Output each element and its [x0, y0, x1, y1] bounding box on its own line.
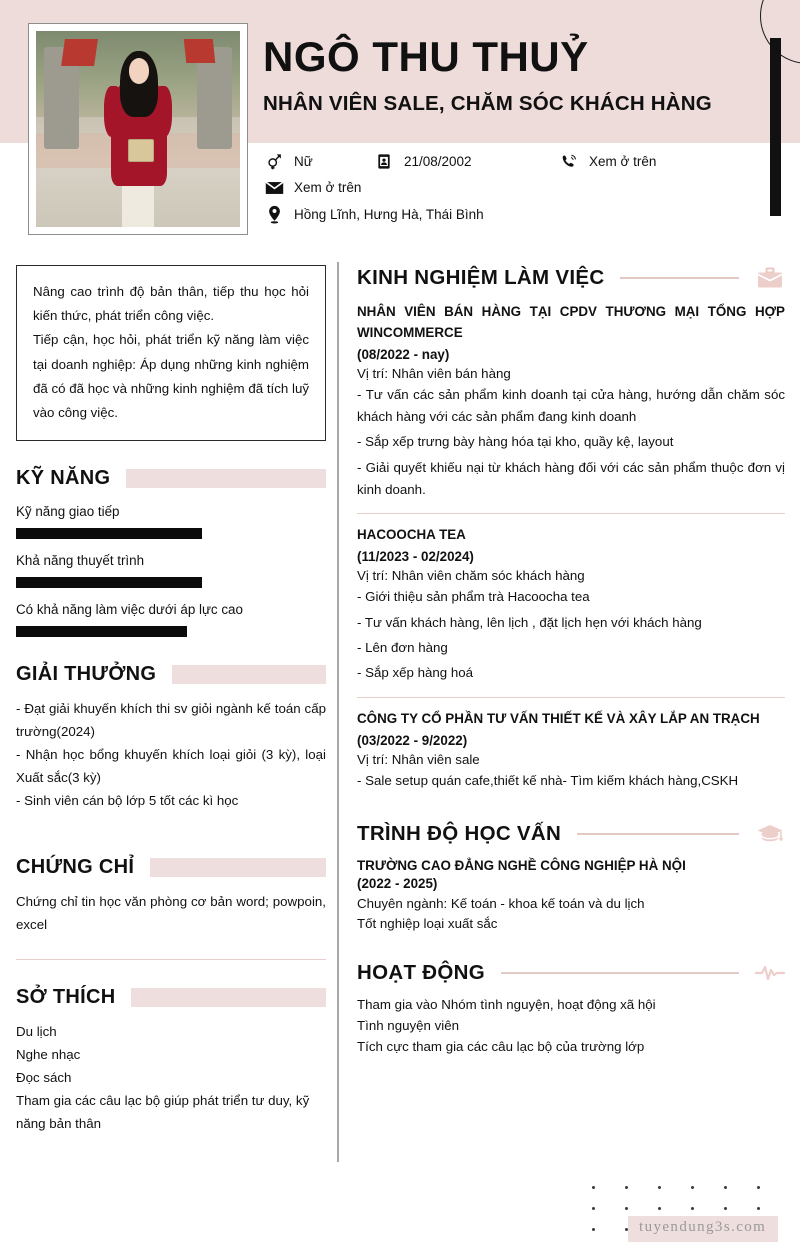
award-item: - Sinh viên cán bộ lớp 5 tốt các kì học	[16, 792, 239, 808]
education-line: Chuyên ngành: Kế toán - khoa kế toán và du lịch	[357, 895, 645, 911]
skill-bar-track	[16, 528, 326, 539]
section-experience	[357, 266, 785, 792]
photo-face	[129, 58, 149, 83]
spacer	[357, 935, 785, 961]
hobbies-heading-label: SỞ THÍCH	[16, 986, 116, 1009]
education-heading-label: TRÌNH ĐỘ HỌC VẤN	[357, 821, 562, 845]
education-date: (2022 - 2025)	[357, 875, 438, 891]
section-skills	[16, 467, 326, 637]
certificate-item: Chứng chỉ tin học văn phòng cơ bản word; powpoin, excel	[16, 894, 326, 933]
job-bullet: - Sắp xếp trưng bày hàng hóa tại kho, quầy kệ, layout	[357, 434, 674, 450]
skill-bar-fill	[16, 626, 187, 637]
objective-line-2: Tiếp cận, học hỏi, phát triển kỹ năng làm việc tại doanh nghiệp: Áp dụng những kinh nghiệm đã có đã học và những kinh nghiệm đã tích luỹ vào công việc.	[33, 332, 309, 420]
dob-value: 21/08/2002	[404, 154, 472, 169]
skills-heading-bar	[126, 469, 326, 488]
dot	[625, 1207, 628, 1210]
job-position: Vị trí: Nhân viên chăm sóc khách hàng	[357, 568, 585, 584]
contact-phone	[558, 153, 656, 170]
skill-name: Có khả năng làm việc dưới áp lực cao	[16, 602, 243, 618]
job-position: Vị trí: Nhân viên bán hàng	[357, 365, 511, 381]
phone-icon	[558, 153, 580, 170]
award-item: - Nhận học bổng khuyến khích loại giỏi (3 kỳ), loại Xuất sắc(3 kỳ)	[16, 746, 326, 785]
certificates-divider	[16, 959, 326, 960]
photo-handbag	[128, 139, 155, 163]
skill-name: Kỹ năng giao tiếp	[16, 504, 120, 520]
hobby-item: Du lịch	[16, 1024, 57, 1040]
dot	[592, 1186, 595, 1189]
graduation-cap-icon	[755, 823, 785, 845]
phone-value: Xem ở trên	[589, 154, 657, 169]
section-education	[357, 822, 785, 931]
skill-bar-track	[16, 577, 326, 588]
name-block	[263, 33, 712, 116]
email-value: Xem ở trên	[294, 180, 362, 195]
dot	[625, 1186, 628, 1189]
spacer	[357, 796, 785, 822]
gender-value: Nữ	[294, 154, 313, 169]
job-bullet: - Tư vấn các sản phẩm kinh doanh tại cửa hàng, hướng dẫn chăm sóc khách hàng với các sản phẩm đang kinh doanh	[357, 386, 785, 424]
job-company: NHÂN VIÊN BÁN HÀNG TẠI CPDV THƯƠNG MẠI TỔNG HỢP WINCOMMERCE	[357, 304, 785, 340]
watermark-text: tuyendung3s.com	[639, 1219, 767, 1235]
job-date: (11/2023 - 02/2024)	[357, 549, 474, 565]
certificates-heading-label: CHỨNG CHỈ	[16, 856, 135, 879]
skills-heading	[16, 467, 326, 490]
job-divider	[357, 513, 785, 514]
section-hobbies	[16, 986, 326, 1135]
skill-item	[16, 504, 326, 539]
awards-heading-label: GIẢI THƯỞNG	[16, 663, 157, 686]
skill-item	[16, 553, 326, 588]
skill-bar-track	[16, 626, 326, 637]
contact-row-1	[263, 153, 793, 170]
skill-item	[16, 602, 326, 637]
profile-photo	[36, 31, 240, 227]
job-company: CÔNG TY CỔ PHẦN TƯ VẤN THIẾT KẾ VÀ XÂY LẮP AN TRẠCH	[357, 710, 760, 726]
briefcase-icon	[755, 267, 785, 290]
right-column	[357, 266, 785, 1058]
section-certificates	[16, 856, 326, 960]
awards-heading-bar	[172, 665, 326, 684]
school-name: TRƯỜNG CAO ĐẲNG NGHỀ CÔNG NGHIỆP HÀ NỘI	[357, 857, 686, 873]
awards-heading	[16, 663, 326, 686]
pulse-icon	[755, 964, 785, 982]
job-bullet: - Tư vấn khách hàng, lên lịch , đặt lịch hẹn với khách hàng	[357, 614, 702, 630]
left-column	[16, 265, 326, 1136]
education-line: Tốt nghiệp loại xuất sắc	[357, 915, 498, 931]
dot	[724, 1186, 727, 1189]
skill-name: Khả năng thuyết trình	[16, 553, 145, 569]
hobbies-heading	[16, 986, 326, 1009]
education-heading	[357, 822, 785, 846]
hobbies-heading-bar	[131, 988, 326, 1007]
page-title: NGÔ THU THUỶ	[263, 33, 589, 80]
skills-heading-label: KỸ NĂNG	[16, 467, 111, 490]
hobby-item: Tham gia các câu lạc bộ giúp phát triển tư duy, kỹ năng bản thân	[16, 1093, 310, 1131]
certificates-heading	[16, 856, 326, 879]
contact-gender	[263, 153, 373, 170]
experience-job	[357, 302, 785, 501]
photo-flag-left	[61, 39, 97, 66]
experience-job	[357, 709, 785, 792]
experience-heading	[357, 266, 785, 290]
column-divider	[337, 262, 339, 1162]
dot	[757, 1186, 760, 1189]
activity-item: Tham gia vào Nhóm tình nguyện, hoạt động xã hội	[357, 996, 656, 1012]
activities-heading-label: HOẠT ĐỘNG	[357, 960, 485, 984]
dot	[658, 1207, 661, 1210]
activities-heading-rule	[501, 972, 739, 973]
contact-info	[263, 153, 793, 234]
experience-heading-rule	[620, 277, 739, 278]
job-company: HACOOCHA TEA	[357, 527, 466, 543]
dot	[757, 1207, 760, 1210]
contact-address	[263, 205, 484, 224]
awards-body	[16, 698, 326, 812]
dot	[592, 1207, 595, 1210]
objective-line-1: Nâng cao trình độ bản thân, tiếp thu học hỏi kiến thức, phát triển công việc.	[33, 284, 309, 324]
job-bullet: - Sale setup quán cafe,thiết kế nhà- Tìm kiếm khách hàng,CSKH	[357, 772, 739, 788]
gender-icon	[263, 153, 285, 170]
skill-bar-fill	[16, 528, 202, 539]
dot	[691, 1186, 694, 1189]
location-pin-icon	[263, 205, 285, 224]
hobby-item: Đọc sách	[16, 1070, 72, 1086]
hobbies-body	[16, 1021, 326, 1135]
skill-bar-fill	[16, 577, 202, 588]
job-divider	[357, 697, 785, 698]
award-item: - Đạt giải khuyến khích thi sv giỏi ngành kế toán cấp trường(2024)	[16, 701, 326, 739]
dot-row	[592, 1207, 790, 1210]
section-activities	[357, 961, 785, 1054]
calendar-icon	[373, 153, 395, 170]
activities-heading	[357, 961, 785, 985]
contact-dob	[373, 153, 558, 170]
dot	[658, 1186, 661, 1189]
job-position: Vị trí: Nhân viên sale	[357, 751, 480, 767]
job-title: NHÂN VIÊN SALE, CHĂM SÓC KHÁCH HÀNG	[263, 92, 712, 115]
job-bullet: - Giới thiệu sản phẩm trà Hacoocha tea	[357, 589, 590, 605]
activity-item: Tích cực tham gia các câu lạc bộ của trường lớp	[357, 1038, 645, 1054]
contact-row-3	[263, 205, 793, 224]
experience-heading-label: KINH NGHIỆM LÀM VIỆC	[357, 266, 605, 289]
profile-photo-frame	[28, 23, 248, 235]
job-bullet: - Sắp xếp hàng hoá	[357, 665, 474, 681]
hobby-item: Nghe nhạc	[16, 1047, 81, 1063]
dot	[724, 1207, 727, 1210]
education-heading-rule	[577, 833, 739, 834]
address-value: Hồng Lĩnh, Hưng Hà, Thái Bình	[294, 207, 484, 222]
dot	[592, 1228, 595, 1231]
contact-email	[263, 180, 361, 195]
certificates-body	[16, 891, 326, 937]
envelope-icon	[263, 181, 285, 195]
contact-row-2	[263, 180, 793, 195]
photo-flag-right	[184, 39, 215, 63]
job-date: (08/2022 - nay)	[357, 346, 450, 362]
activity-item: Tình nguyện viên	[357, 1017, 460, 1033]
dot-row	[592, 1186, 790, 1189]
experience-job	[357, 525, 785, 684]
section-awards	[16, 663, 326, 812]
job-bullet: - Lên đơn hàng	[357, 639, 448, 655]
activities-body	[357, 997, 785, 1054]
job-date: (03/2022 - 9/2022)	[357, 732, 468, 748]
certificates-heading-bar	[150, 858, 326, 877]
job-bullet: - Giải quyết khiếu nại từ khách hàng đối với các sản phẩm thuộc đơn vị kinh doanh.	[357, 459, 785, 497]
dot	[691, 1207, 694, 1210]
education-entry	[357, 858, 785, 931]
career-objective-box	[16, 265, 326, 441]
